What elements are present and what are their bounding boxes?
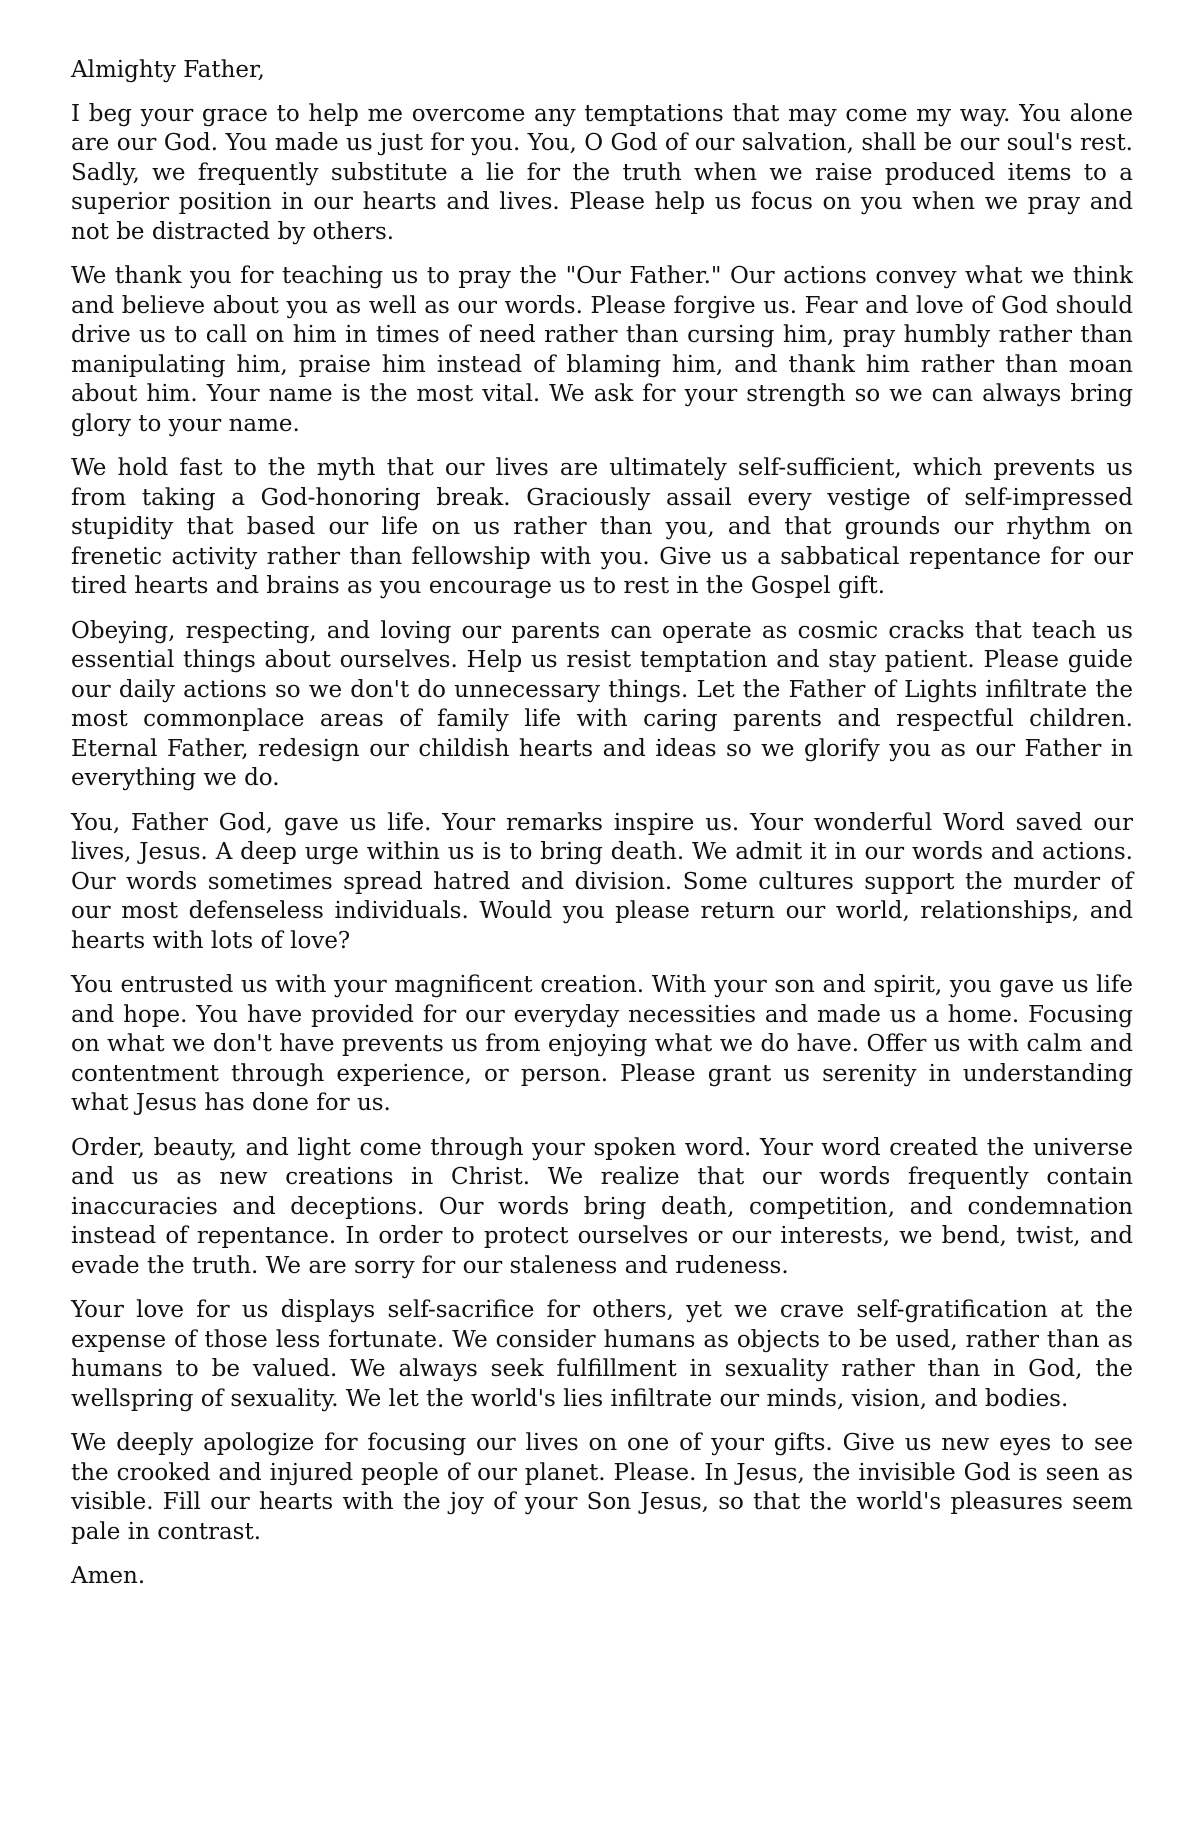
paragraph-6: You entrusted us with your magnificent creation. With your son and spirit, you gave us life and hope. You have provided for our everyday necessities and made us a home. Focusing on what we don't have prevents us from enjoying what we do have. Offer us with calm and contentment through experience, or person. Please grant us serenity in understanding what Jesus has done for us.: [71, 972, 1133, 1116]
paragraph-2: We thank you for teaching us to pray the "Our Father." Our actions convey what we think and believe about you as well as our words. Please forgive us. Fear and love of God should drive us to call on him in times of need rather than cursing him, pray humbly rather than manipulating him, praise him instead of blaming him, and thank him rather than moan about him. Your name is the most vital. We ask for your strength so we can always bring glory to your name.: [71, 263, 1133, 437]
paragraph-5: You, Father God, gave us life. Your remarks inspire us. Your wonderful Word saved our lives, Jesus. A deep urge within us is to bring death. We admit it in our words and actions. Our words sometimes spread hatred and division. Some cultures support the murder of our most defenseless individuals. Would you please return our world, relationships, and hearts with lots of love?: [71, 809, 1133, 954]
closing: Amen.: [71, 1563, 146, 1589]
paragraph-1: I beg your grace to help me overcome any temptations that may come my way. You alone are our God. You made us just for you. You, O God of our salvation, shall be our soul's rest. Sadly, we frequently substitute a lie for the truth when we raise produced items to a superior position in our hearts and lives. Please help us focus on you when we pray and not be distracted by others.: [71, 100, 1133, 245]
paragraph-3: We hold fast to the myth that our lives are ultimately self-sufficient, which prevents us from taking a God-honoring break. Graciously assail every vestige of self-impressed stupidity that based our life on us rather than you, and that grounds our rhythm on frenetic activity rather than fellowship with you. Give us a sabbatical repentance for our tired hearts and brains as you encourage us to rest in the Gospel gift.: [71, 455, 1133, 599]
paragraph-9: We deeply apologize for focusing our lives on one of your gifts. Give us new eyes to see the crooked and injured people of our planet. Please. In Jesus, the invisible God is seen as visible. Fill our hearts with the joy of your Son Jesus, so that the world's pleasures seem pale in contrast.: [71, 1430, 1133, 1545]
paragraph-4: Obeying, respecting, and loving our parents can operate as cosmic cracks that teach us essential things about ourselves. Help us resist temptation and stay patient. Please guide our daily actions so we don't do unnecessary things. Let the Father of Lights infiltrate the most commonplace areas of family life with caring parents and respectful children. Eternal Father, redesign our childish hearts and ideas so we glorify you as our Father in everything we do.: [71, 617, 1133, 791]
paragraph-7: Order, beauty, and light come through your spoken word. Your word created the universe and us as new creations in Christ. We realize that our words frequently contain inaccuracies and deceptions. Our words bring death, competition, and condemnation instead of repentance. In order to protect ourselves or our interests, we bend, twist, and evade the truth. We are sorry for our staleness and rudeness.: [71, 1134, 1133, 1279]
salutation: Almighty Father,: [71, 57, 265, 83]
letter-document: [71, 56, 1133, 1592]
paragraph-8: Your love for us displays self-sacrifice for others, yet we crave self-gratification at the expense of those less fortunate. We consider humans as objects to be used, rather than as humans to be valued. We always seek fulfillment in sexuality rather than in God, the wellspring of sexuality. We let the world's lies infiltrate our minds, vision, and bodies.: [71, 1297, 1133, 1412]
